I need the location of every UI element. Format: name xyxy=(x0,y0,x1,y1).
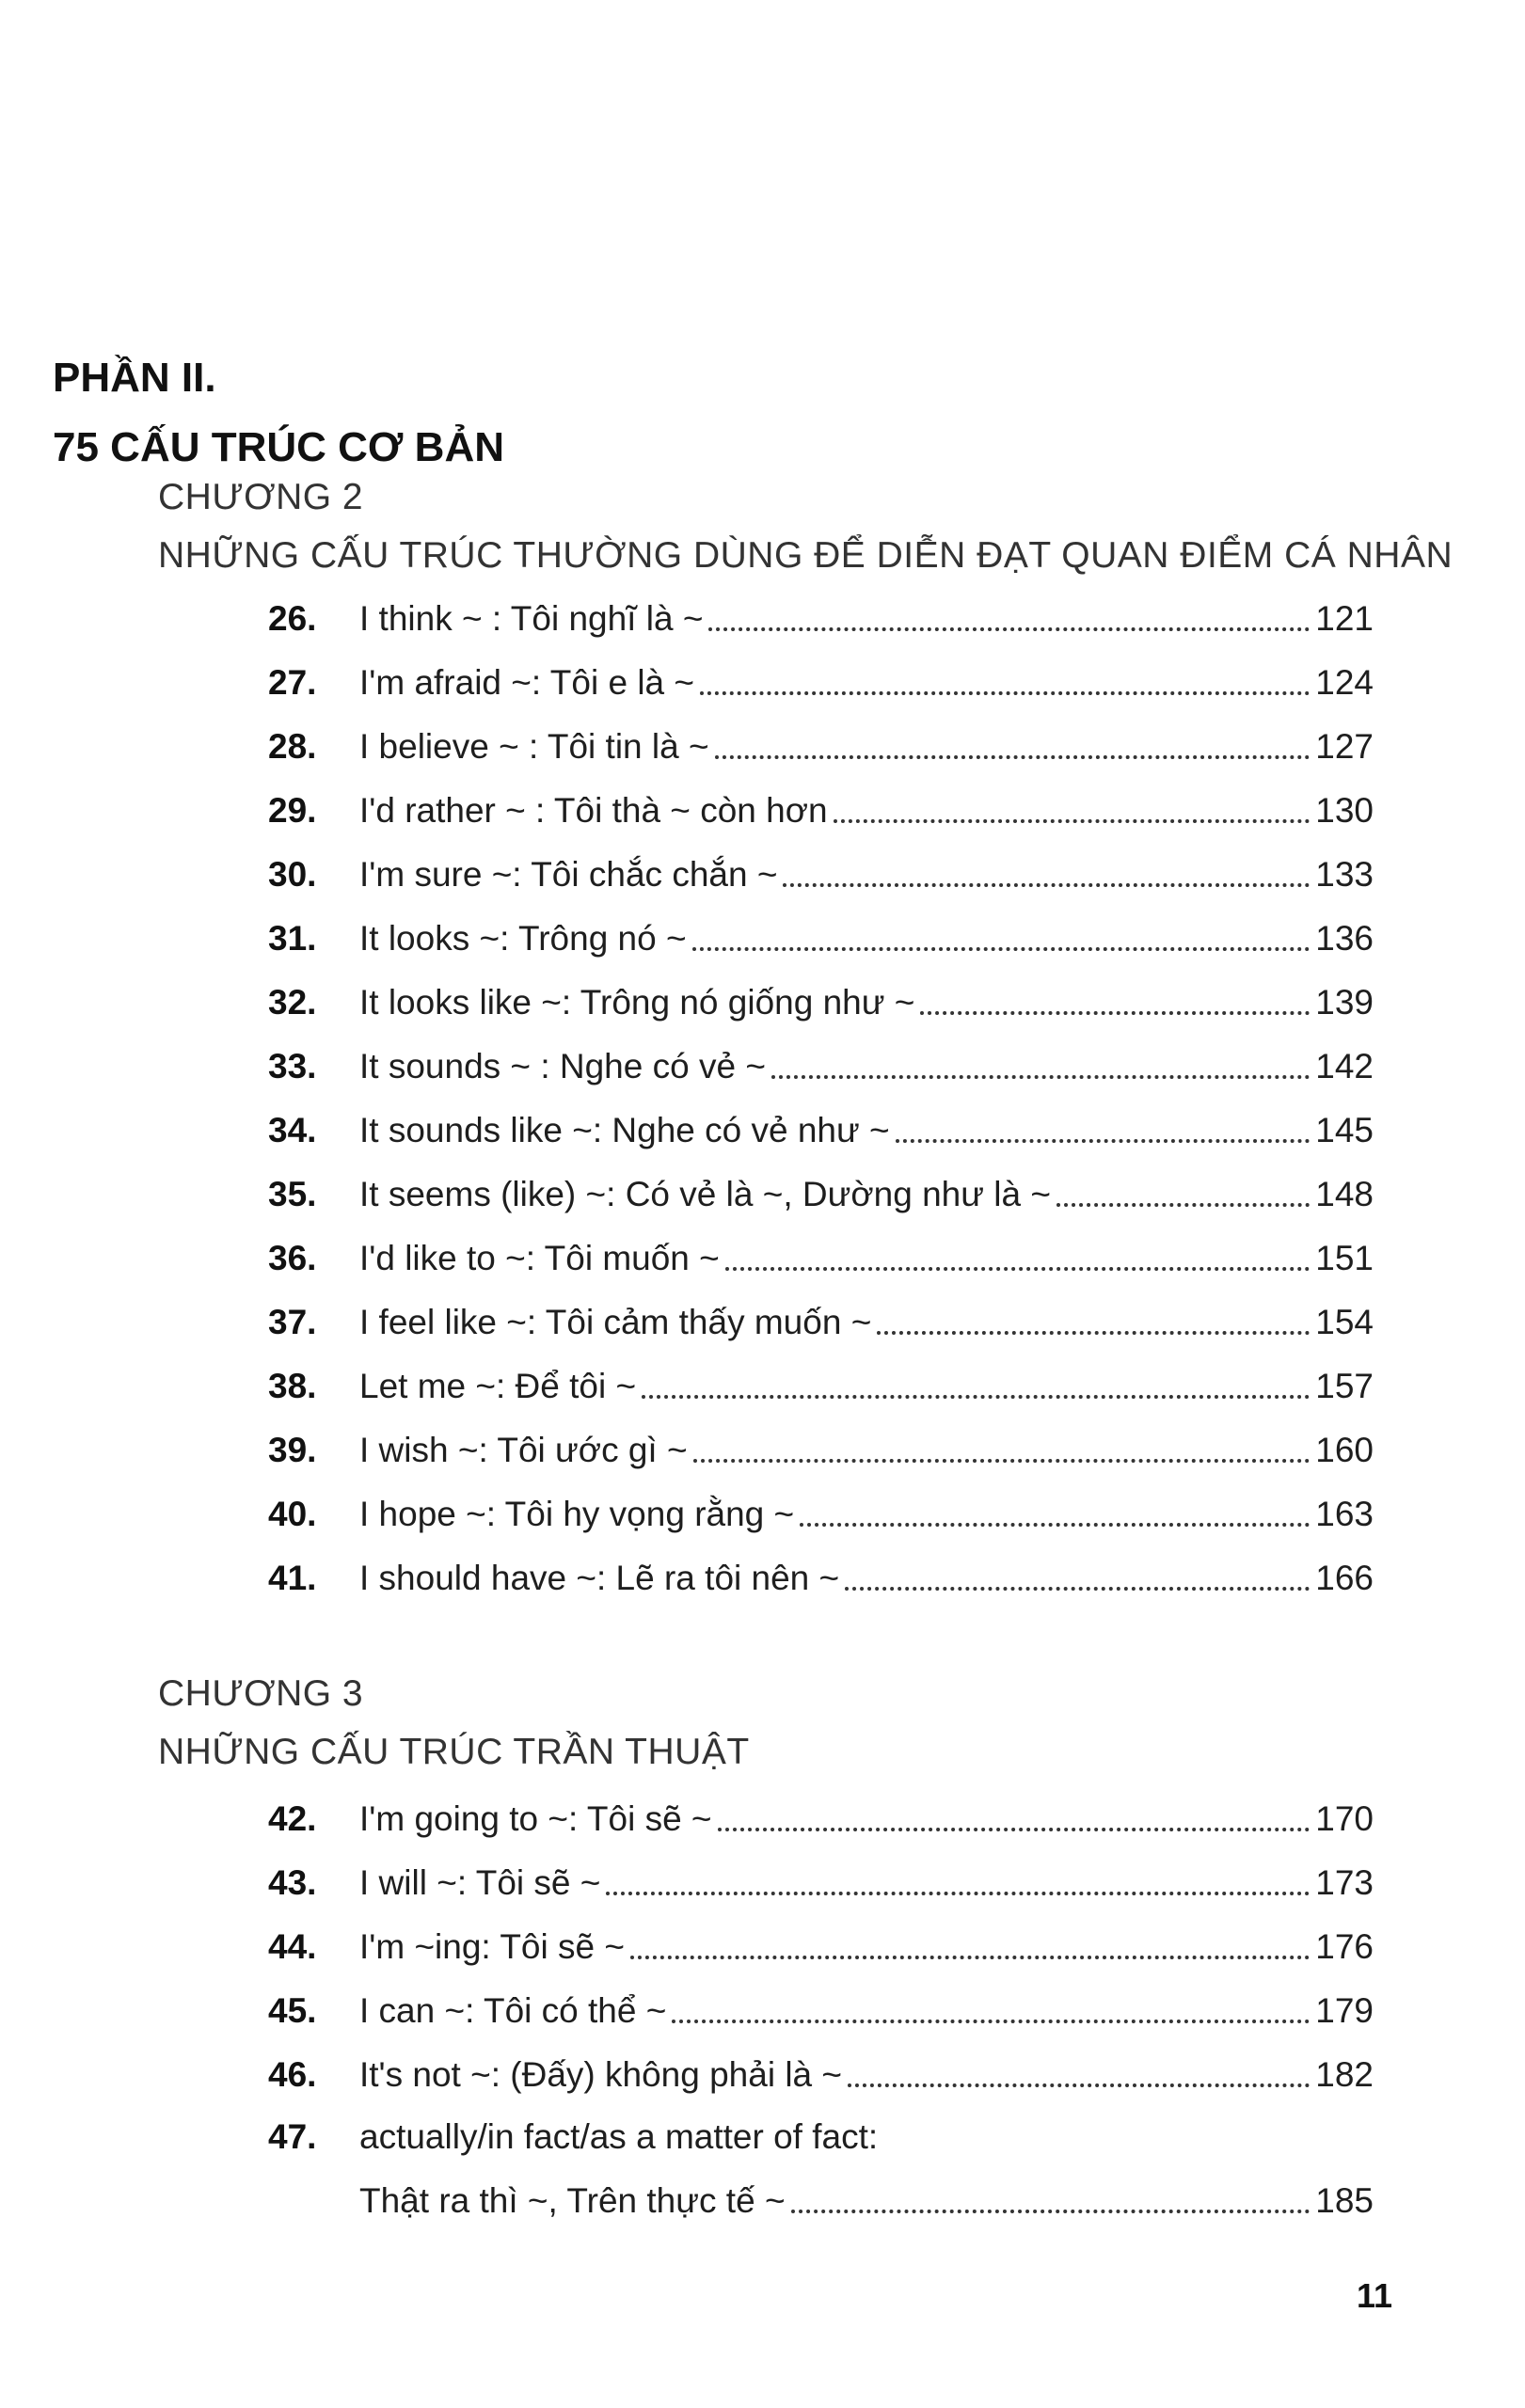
entry-page-number: 154 xyxy=(1315,1303,1374,1341)
chapter-2-label: CHƯƠNG 2 xyxy=(158,477,364,517)
entry-number: 34. xyxy=(268,1111,317,1149)
dot-leader xyxy=(715,755,1311,759)
toc-entry[interactable] xyxy=(268,704,1374,768)
entry-subtitle: Thật ra thì ~, Trên thực tế ~ xyxy=(359,2181,786,2220)
toc-entry[interactable] xyxy=(268,1023,1374,1087)
entry-page-number: 185 xyxy=(1315,2181,1374,2220)
dot-leader xyxy=(700,691,1310,695)
entry-page-number: 166 xyxy=(1315,1559,1374,1597)
entry-title: I'm afraid ~: Tôi e là ~ xyxy=(359,663,694,702)
part-number: PHẦN II. xyxy=(53,355,216,401)
toc-entry[interactable] xyxy=(268,768,1374,832)
toc-entry[interactable] xyxy=(268,959,1374,1023)
toc-entry[interactable] xyxy=(268,2099,1374,2222)
entry-title: actually/in fact/as a matter of fact: xyxy=(359,2117,879,2156)
toc-entry[interactable] xyxy=(268,895,1374,959)
entry-number: 45. xyxy=(268,1991,317,2030)
entry-page-number: 142 xyxy=(1315,1047,1374,1085)
entry-number: 33. xyxy=(268,1047,317,1085)
entry-title: Let me ~: Để tôi ~ xyxy=(359,1367,637,1405)
dot-leader xyxy=(920,1011,1310,1015)
part-title: 75 CẤU TRÚC CƠ BẢN xyxy=(53,424,505,470)
entry-number: 31. xyxy=(268,919,317,958)
entry-page-number: 173 xyxy=(1315,1863,1374,1902)
toc-entry[interactable] xyxy=(268,832,1374,895)
entry-number: 27. xyxy=(268,663,317,702)
dot-leader xyxy=(606,1892,1310,1895)
toc-entry[interactable] xyxy=(268,1904,1374,1968)
toc-entry[interactable] xyxy=(268,576,1374,640)
dot-leader xyxy=(692,947,1311,951)
toc-entry[interactable] xyxy=(268,1407,1374,1471)
entry-title: I'm going to ~: Tôi sẽ ~ xyxy=(359,1799,712,1838)
entry-number: 37. xyxy=(268,1303,317,1341)
entry-number: 26. xyxy=(268,599,317,638)
entry-page-number: 145 xyxy=(1315,1111,1374,1149)
entry-page-number: 124 xyxy=(1315,663,1374,702)
entry-title: I'd like to ~: Tôi muốn ~ xyxy=(359,1239,720,1277)
entry-title: I hope ~: Tôi hy vọng rằng ~ xyxy=(359,1495,795,1533)
dot-leader xyxy=(877,1331,1310,1335)
entry-title: It looks ~: Trông nó ~ xyxy=(359,919,687,958)
dot-leader xyxy=(1056,1203,1310,1207)
chapter-2-heading xyxy=(158,468,1453,585)
toc-entry[interactable] xyxy=(268,640,1374,704)
dot-leader xyxy=(642,1395,1310,1399)
entry-number: 42. xyxy=(268,1799,317,1838)
chapter-3-heading xyxy=(158,1665,750,1782)
toc-entry[interactable] xyxy=(268,1087,1374,1151)
entry-number: 38. xyxy=(268,1367,317,1405)
entry-title: I wish ~: Tôi ước gì ~ xyxy=(359,1431,688,1469)
entry-number: 47. xyxy=(268,2117,317,2156)
dot-leader xyxy=(896,1139,1311,1143)
entry-title: I believe ~ : Tôi tin là ~ xyxy=(359,727,709,766)
entry-number: 39. xyxy=(268,1431,317,1469)
entry-page-number: 157 xyxy=(1315,1367,1374,1405)
dot-leader xyxy=(783,883,1310,887)
entry-page-number: 127 xyxy=(1315,727,1374,766)
toc-entry[interactable] xyxy=(268,1343,1374,1407)
entry-page-number: 121 xyxy=(1315,599,1374,638)
entry-title: It's not ~: (Đấy) không phải là ~ xyxy=(359,2055,843,2094)
entry-page-number: 151 xyxy=(1315,1239,1374,1277)
toc-entry[interactable] xyxy=(268,2032,1374,2096)
entry-page-number: 182 xyxy=(1315,2055,1374,2094)
dot-leader xyxy=(834,819,1311,823)
entry-page-number: 136 xyxy=(1315,919,1374,958)
entry-title: I'm sure ~: Tôi chắc chắn ~ xyxy=(359,855,778,894)
toc-entry[interactable] xyxy=(268,1968,1374,2032)
entry-page-number: 176 xyxy=(1315,1927,1374,1966)
dot-leader xyxy=(725,1267,1311,1271)
entry-number: 46. xyxy=(268,2055,317,2094)
entry-page-number: 160 xyxy=(1315,1431,1374,1469)
chapter-2-title: NHỮNG CẤU TRÚC THƯỜNG DÙNG ĐỂ DIỄN ĐẠT QUAN ĐIỂM CÁ NHÂN xyxy=(158,535,1454,576)
entry-title: I think ~ : Tôi nghĩ là ~ xyxy=(359,599,704,638)
entry-title: I'd rather ~ : Tôi thà ~ còn hơn xyxy=(359,791,828,830)
dot-leader xyxy=(848,2083,1310,2087)
toc-entry[interactable] xyxy=(268,1776,1374,1840)
entry-number: 29. xyxy=(268,791,317,830)
toc-entry[interactable] xyxy=(268,1151,1374,1215)
dot-leader xyxy=(708,627,1310,631)
dot-leader xyxy=(771,1075,1310,1079)
entry-page-number: 179 xyxy=(1315,1991,1374,2030)
toc-entry[interactable] xyxy=(268,1535,1374,1599)
entry-number: 36. xyxy=(268,1239,317,1277)
entry-title: I'm ~ing: Tôi sẽ ~ xyxy=(359,1927,625,1966)
dot-leader xyxy=(845,1587,1310,1591)
toc-entry[interactable] xyxy=(268,1840,1374,1904)
entry-page-number: 170 xyxy=(1315,1799,1374,1838)
entry-number: 41. xyxy=(268,1559,317,1597)
dot-leader xyxy=(718,1828,1311,1831)
entry-title: It seems (like) ~: Có vẻ là ~, Dường như là ~ xyxy=(359,1175,1051,1213)
entry-page-number: 130 xyxy=(1315,791,1374,830)
entry-title: It sounds ~ : Nghe có vẻ ~ xyxy=(359,1047,766,1085)
entry-page-number: 133 xyxy=(1315,855,1374,894)
toc-entry[interactable] xyxy=(268,1279,1374,1343)
dot-leader xyxy=(693,1459,1311,1463)
entry-title: I will ~: Tôi sẽ ~ xyxy=(359,1863,601,1902)
chapter-3-label: CHƯƠNG 3 xyxy=(158,1673,364,1714)
entry-title: It sounds like ~: Nghe có vẻ như ~ xyxy=(359,1111,890,1149)
dot-leader xyxy=(672,2020,1310,2023)
entry-number: 30. xyxy=(268,855,317,894)
entry-number: 40. xyxy=(268,1495,317,1533)
entry-page-number: 148 xyxy=(1315,1175,1374,1213)
entry-page-number: 139 xyxy=(1315,983,1374,1022)
entry-title: I feel like ~: Tôi cảm thấy muốn ~ xyxy=(359,1303,872,1341)
entry-number: 43. xyxy=(268,1863,317,1902)
entry-title: I can ~: Tôi có thể ~ xyxy=(359,1991,667,2030)
page-number: 11 xyxy=(1357,2276,1393,2315)
entry-page-number: 163 xyxy=(1315,1495,1374,1533)
entry-title: It looks like ~: Trông nó giống như ~ xyxy=(359,983,915,1022)
dot-leader xyxy=(791,2210,1311,2213)
part-heading xyxy=(53,343,504,483)
entry-number: 32. xyxy=(268,983,317,1022)
dot-leader xyxy=(630,1956,1310,1959)
entry-number: 44. xyxy=(268,1927,317,1966)
dot-leader xyxy=(800,1523,1310,1527)
toc-entry[interactable] xyxy=(268,1215,1374,1279)
chapter-3-title: NHỮNG CẤU TRÚC TRẦN THUẬT xyxy=(158,1732,750,1772)
toc-entry[interactable] xyxy=(268,1471,1374,1535)
entry-number: 28. xyxy=(268,727,317,766)
entry-title: I should have ~: Lẽ ra tôi nên ~ xyxy=(359,1559,840,1597)
entry-number: 35. xyxy=(268,1175,317,1213)
